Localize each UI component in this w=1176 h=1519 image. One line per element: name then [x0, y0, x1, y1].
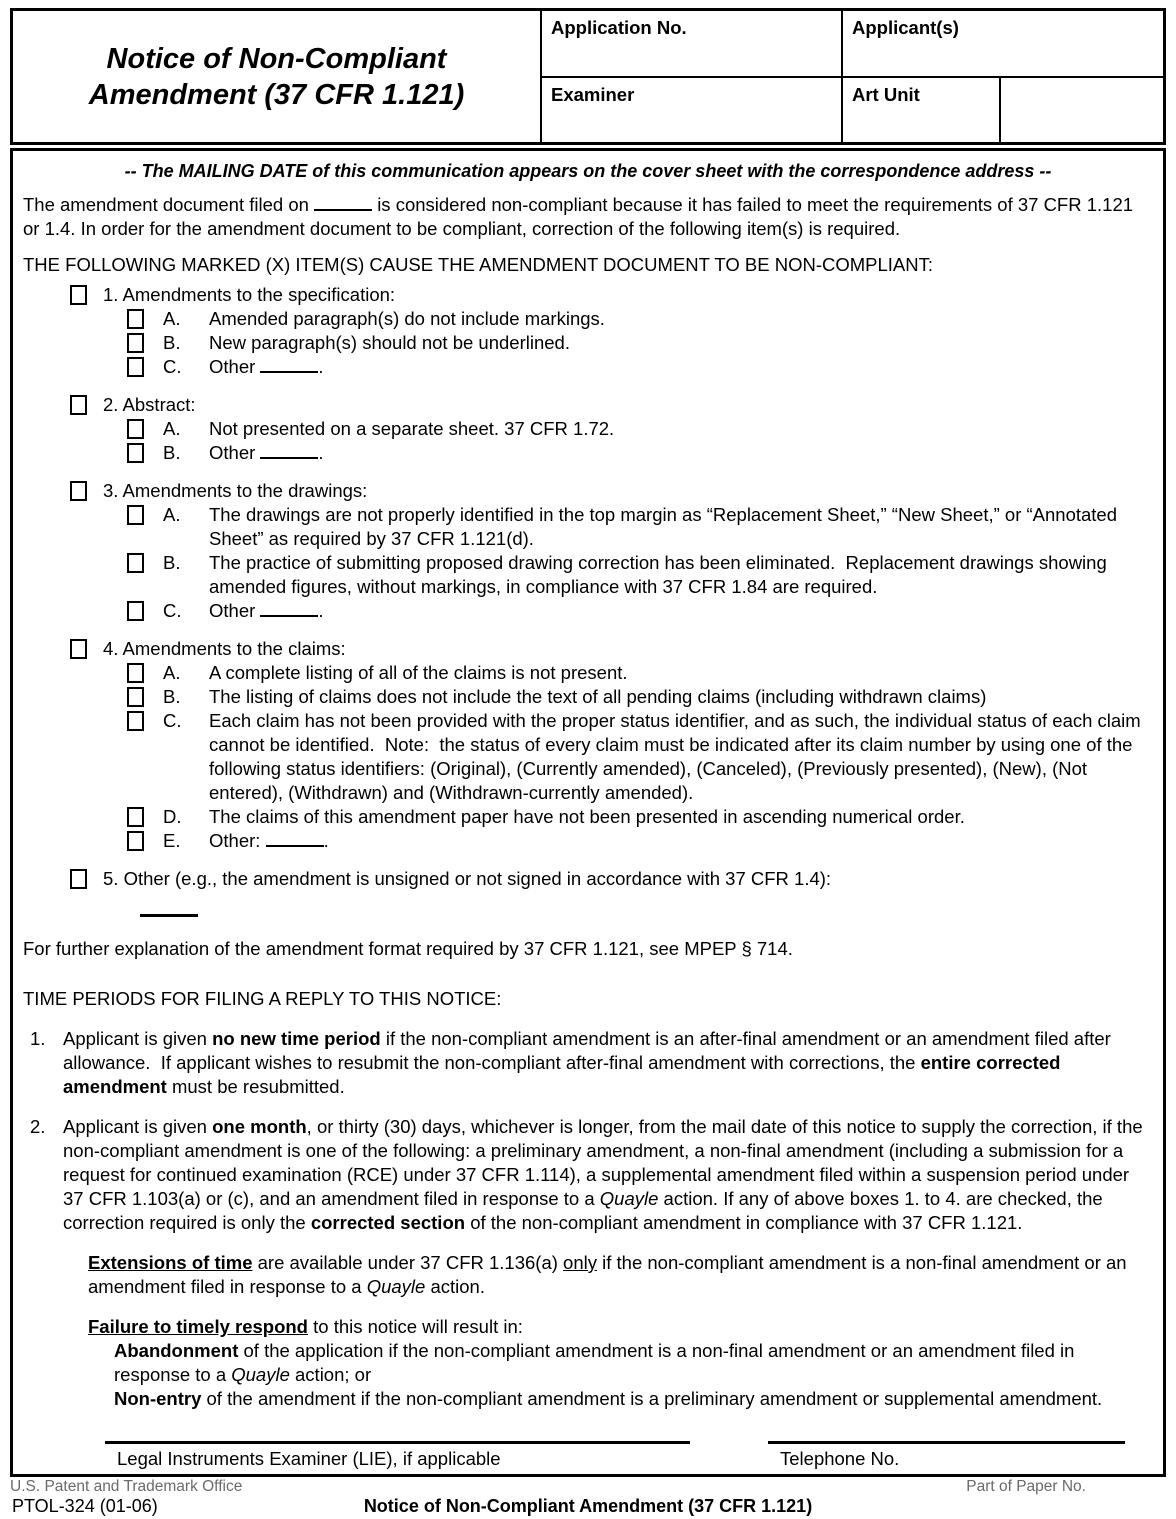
item-2b-row	[127, 441, 1153, 465]
checkbox-item-4e[interactable]	[127, 831, 144, 851]
checklist-item-4	[23, 637, 1153, 853]
fail-a1: of the application if the non-compliant amendment is a non-final amendment or an amendment filed in response to a	[114, 1340, 1080, 1385]
footer-uspto: U.S. Patent and Trademark Office	[10, 1478, 243, 1495]
checkbox-item-2b[interactable]	[127, 443, 144, 463]
fail-b1: of the amendment if the non-compliant amendment is a preliminary amendment or supplemental amendment.	[201, 1388, 1103, 1409]
item-3a-row	[127, 503, 1153, 551]
checkbox-item-1a[interactable]	[127, 309, 144, 329]
item-4e-row	[127, 829, 1153, 853]
item-3c-text	[209, 599, 1153, 623]
item-4a-text: A complete listing of all of the claims is not present.	[209, 662, 628, 683]
tp2-run2: , or thirty (30) days, whichever is longer, from the mail date of this notice to supply the correction, if the non-compliant amendment is one of the following: a preliminary amendment, a non-final amendment (including a submission for a request for continued examination (RCE) under 37 CFR 1.114), a supplemental amendment filed within a suspension period under 37 CFR 1.103(a) or (c), and an amendment filed in response to a	[63, 1116, 1148, 1209]
form-title-line2: Amendment (37 CFR 1.121)	[88, 78, 465, 111]
item-2-row	[70, 393, 1153, 417]
item-1-label: 1. Amendments to the specification:	[103, 284, 396, 305]
tp1-run0: Applicant is given	[63, 1028, 213, 1049]
item-1a-letter: A.	[163, 308, 181, 329]
time-period-2-number: 2.	[30, 1116, 46, 1137]
item-3b-text: The practice of submitting proposed drawing correction has been eliminated. Replacement drawings showing amended figures, without markings, in compliance with 37 CFR 1.84 are required.	[209, 552, 1112, 597]
item-4-row	[70, 637, 1153, 661]
checklist-heading: THE FOLLOWING MARKED (X) ITEM(S) CAUSE THE AMENDMENT DOCUMENT TO BE NON-COMPLIANT:	[23, 254, 934, 275]
item-1b-text: New paragraph(s) should not be underlined.	[209, 332, 570, 353]
item-3b-row	[127, 551, 1153, 599]
item-1a-row	[127, 307, 1153, 331]
applicants-label: Applicant(s)	[852, 17, 959, 38]
item-1c-pre: Other	[209, 356, 256, 377]
application-no-label: Application No.	[551, 17, 687, 38]
item-1b-row	[127, 331, 1153, 355]
checklist-item-3	[23, 479, 1153, 623]
form-title-box	[13, 11, 542, 142]
examiner-label: Examiner	[551, 83, 635, 105]
item-4a-letter: A.	[163, 662, 181, 683]
item-2-label: 2. Abstract:	[103, 394, 196, 415]
checklist-item-5	[23, 867, 1153, 923]
item-1a-text: Amended paragraph(s) do not include markings.	[209, 308, 605, 329]
item-3a-text: The drawings are not properly identified in the top margin as “Replacement Sheet,” “New Sheet,” or “Annotated Sheet” as required by 37 CFR 1.121(d).	[209, 504, 1123, 549]
form-footer	[10, 1478, 1166, 1518]
telephone-line[interactable]	[768, 1441, 1125, 1471]
item-1c-letter: C.	[163, 356, 182, 377]
item-5-blank-row	[140, 899, 1153, 923]
time-period-1	[30, 1027, 1153, 1099]
checklist-item-1	[23, 283, 1153, 379]
fail-a3: action; or	[289, 1364, 372, 1385]
footer-form-title: Notice of Non-Compliant Amendment (37 CFR 1.121)	[363, 1496, 813, 1516]
item-4e-text	[209, 829, 1153, 853]
tp1-run4: must be resubmitted.	[166, 1076, 345, 1097]
time-period-1-number: 1.	[30, 1028, 46, 1049]
item-4b-letter: B.	[163, 686, 181, 707]
item-2b-post: .	[318, 442, 324, 463]
ext-run1: are available under 37 CFR 1.136(a)	[252, 1252, 564, 1273]
item-3b-letter: B.	[163, 552, 181, 573]
tp1-run1: no new time period	[212, 1028, 381, 1049]
item-2b-text	[209, 441, 1153, 465]
checkbox-item-3b[interactable]	[127, 553, 144, 573]
item-1-row	[70, 283, 1153, 307]
further-explanation: For further explanation of the amendment format required by 37 CFR 1.121, see MPEP § 714.	[23, 938, 793, 959]
tp1-run3: entire corrected amendment	[63, 1052, 1066, 1097]
ext-run0: Extensions of time	[88, 1252, 253, 1273]
item-2a-row	[127, 417, 1153, 441]
item-5-row	[70, 867, 1153, 891]
header-empty-cell	[1001, 78, 1163, 143]
item-2b-letter: B.	[163, 442, 181, 463]
ext-run4-quayle: Quayle	[366, 1276, 426, 1297]
fail-a0: Abandonment	[114, 1340, 239, 1361]
checkbox-item-1c[interactable]	[127, 357, 144, 377]
item-2a-letter: A.	[163, 418, 181, 439]
checkbox-item-4a[interactable]	[127, 663, 144, 683]
item-1b-letter: B.	[163, 332, 181, 353]
item-2a-text: Not presented on a separate sheet. 37 CFR 1.72.	[209, 418, 615, 439]
item-3c-row	[127, 599, 1153, 623]
extensions-paragraph	[88, 1251, 1153, 1299]
examiner-cell[interactable]	[542, 78, 843, 143]
item-1c-row	[127, 355, 1153, 379]
item-4d-letter: D.	[163, 806, 182, 827]
tp2-run6: of the non-compliant amendment in compliance with 37 CFR 1.121.	[465, 1212, 1023, 1233]
checkbox-item-2a[interactable]	[127, 419, 144, 439]
time-periods-heading: TIME PERIODS FOR FILING A REPLY TO THIS NOTICE:	[23, 988, 502, 1009]
item-4b-row	[127, 685, 1153, 709]
art-unit-label: Art Unit	[852, 83, 920, 105]
checkbox-item-5[interactable]	[70, 869, 87, 889]
item-2b-pre: Other	[209, 442, 256, 463]
tp2-run0: Applicant is given	[63, 1116, 213, 1137]
blank-item-5[interactable]	[140, 899, 198, 917]
checkbox-item-3a[interactable]	[127, 505, 144, 525]
telephone-label: Telephone No.	[780, 1448, 900, 1469]
item-4d-row	[127, 805, 1153, 829]
header-row-2	[542, 78, 1163, 143]
mailing-date-notice: -- The MAILING DATE of this communication appears on the cover sheet with the correspondence address --	[124, 161, 1052, 181]
item-4a-row	[127, 661, 1153, 685]
checkbox-item-1[interactable]	[70, 285, 87, 305]
item-3c-post: .	[318, 600, 324, 621]
failure-heading-line	[88, 1315, 1153, 1339]
fail-run1: to this notice will result in:	[308, 1316, 523, 1337]
failure-abandonment	[114, 1339, 1153, 1387]
ext-run3: if the non-compliant amendment is a non-final amendment or an amendment filed in response to a	[88, 1252, 1132, 1297]
form-body	[10, 148, 1166, 1477]
header-row-1	[542, 11, 1163, 78]
fail-run0: Failure to timely respond	[88, 1316, 308, 1337]
fail-b0: Non-entry	[114, 1388, 202, 1409]
failure-non-entry	[114, 1387, 1153, 1411]
ext-run2: only	[563, 1252, 597, 1273]
checkbox-item-1b[interactable]	[127, 333, 144, 353]
item-3-label: 3. Amendments to the drawings:	[103, 480, 368, 501]
checkbox-item-4[interactable]	[70, 639, 87, 659]
item-3c-pre: Other	[209, 600, 256, 621]
blank-item-3c[interactable]	[260, 600, 318, 617]
footer-form-number: PTOL-324 (01-06)	[12, 1496, 158, 1516]
failure-block	[88, 1315, 1153, 1411]
item-4-label: 4. Amendments to the claims:	[103, 638, 346, 659]
checkbox-item-4d[interactable]	[127, 807, 144, 827]
item-4c-row	[127, 709, 1153, 805]
signature-area	[105, 1441, 1153, 1471]
checkbox-item-2[interactable]	[70, 395, 87, 415]
checklist-item-2	[23, 393, 1153, 465]
item-4e-letter: E.	[163, 830, 181, 851]
blank-item-4e[interactable]	[266, 830, 324, 847]
item-4e-post: .	[323, 830, 329, 851]
item-1c-post: .	[318, 356, 324, 377]
footer-line-1	[10, 1478, 1166, 1495]
item-3c-letter: C.	[163, 600, 182, 621]
ext-run5: action.	[425, 1276, 485, 1297]
lie-signature-label: Legal Instruments Examiner (LIE), if applicable	[117, 1448, 501, 1469]
lie-signature-line[interactable]	[105, 1441, 690, 1471]
tp2-run1: one month	[212, 1116, 307, 1137]
time-period-2-text	[63, 1115, 1153, 1235]
fail-a2-quayle: Quayle	[231, 1364, 290, 1385]
item-3a-letter: A.	[163, 504, 181, 525]
checkbox-item-4b[interactable]	[127, 687, 144, 707]
header-fields	[542, 11, 1163, 142]
footer-line-2	[10, 1495, 1166, 1518]
intro-paragraph	[23, 193, 1153, 241]
tp2-run5: corrected section	[310, 1212, 466, 1233]
item-4c-letter: C.	[163, 710, 182, 731]
art-unit-cell[interactable]	[843, 78, 1001, 143]
tp1-run2: if the non-compliant amendment is an after-final amendment or an amendment filed after allowance. If applicant wishes to resubmit the non-compliant after-final amendment with corrections, the	[63, 1028, 1116, 1073]
form-header	[10, 8, 1166, 145]
form-title-line1: Notice of Non-Compliant	[106, 42, 447, 75]
intro-after-blank: is considered non-compliant because it has failed to meet the requirements of 37 CFR 1.121 or 1.4. In order for the amendment document to be compliant, correction of the following item(s) is required.	[23, 194, 1139, 239]
intro-before-blank: The amendment document filed on	[23, 194, 309, 215]
checkbox-item-4c[interactable]	[127, 711, 144, 731]
item-4b-text: The listing of claims does not include the text of all pending claims (including withdrawn claims)	[209, 686, 987, 707]
checkbox-item-3[interactable]	[70, 481, 87, 501]
application-no-cell[interactable]	[542, 11, 843, 76]
item-4e-pre: Other:	[209, 830, 261, 851]
tp2-run3-quayle: Quayle	[599, 1188, 659, 1209]
item-3-row	[70, 479, 1153, 503]
time-period-2	[30, 1115, 1153, 1235]
item-5-label: 5. Other (e.g., the amendment is unsigned or not signed in accordance with 37 CFR 1.4):	[103, 868, 832, 889]
footer-part-of-paper: Part of Paper No.	[966, 1478, 1086, 1495]
time-period-1-text	[63, 1027, 1153, 1099]
applicants-cell[interactable]	[843, 11, 1163, 76]
blank-filed-date[interactable]	[314, 194, 372, 211]
item-4d-text: The claims of this amendment paper have not been presented in ascending numerical order.	[209, 806, 965, 827]
checkbox-item-3c[interactable]	[127, 601, 144, 621]
item-4c-text: Each claim has not been provided with the proper status identifier, and as such, the individual status of each claim cannot be identified. Note: the status of every claim must be indicated after its claim number by using one of the following status identifiers: (Original), (Currently amended), (Canceled), (Previously presented), (New), (Not entered), (Withdrawn) and (Withdrawn-currently amended).	[209, 710, 1146, 803]
blank-item-1c[interactable]	[260, 356, 318, 373]
blank-item-2b[interactable]	[260, 442, 318, 459]
item-1c-text	[209, 355, 1153, 379]
tp2-run4: action. If any of above boxes 1. to 4. are checked, the correction required is only the	[63, 1188, 1108, 1233]
signature-gap	[690, 1441, 768, 1471]
